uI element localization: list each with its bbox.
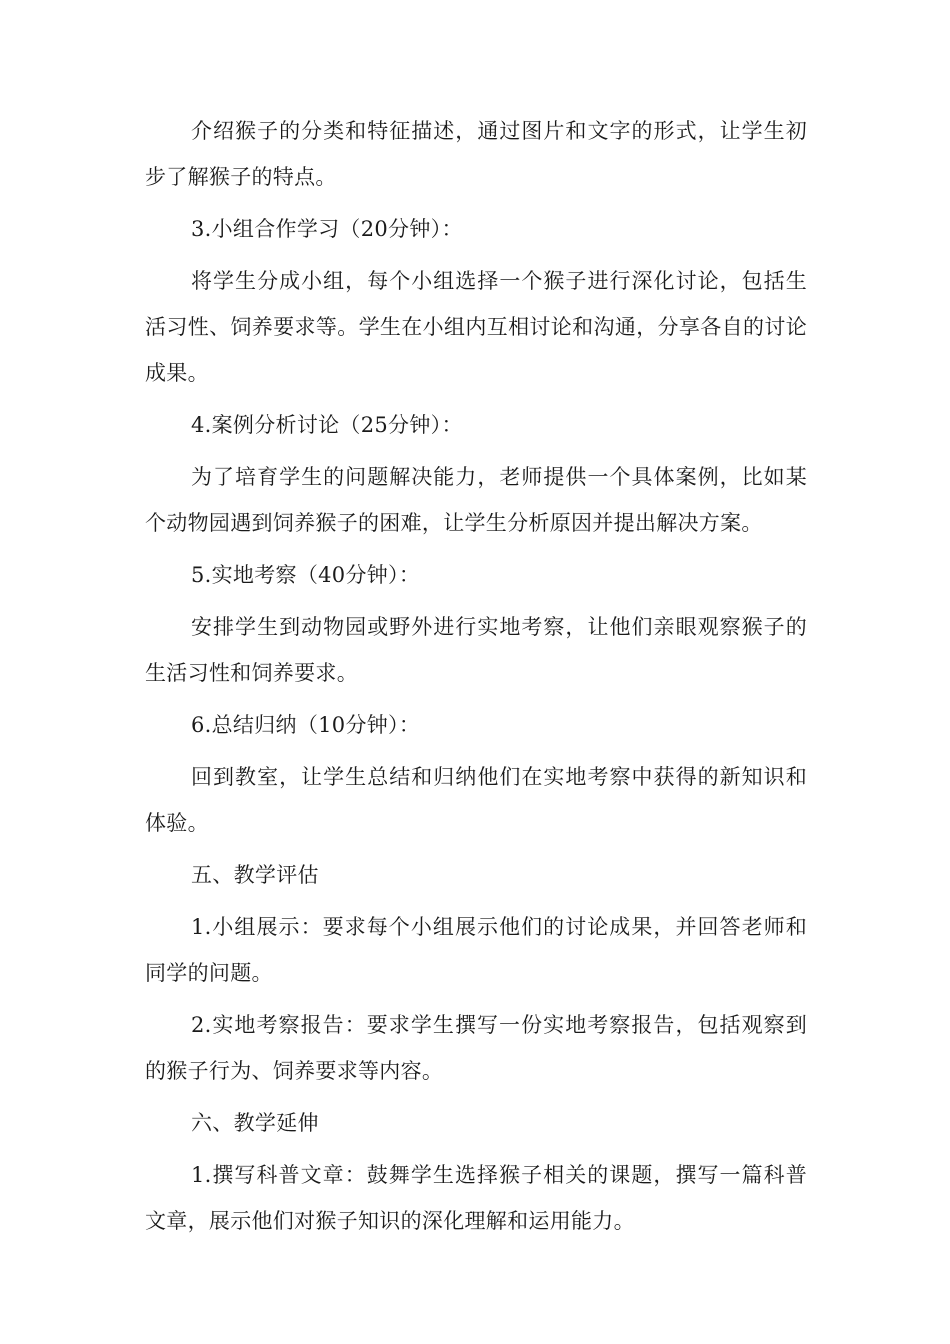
heading-summary: 6.总结归纳（10分钟）： (191, 713, 421, 737)
paragraph-intro: 介绍猴子的分类和特征描述，通过图片和文字的形式，让学生初步了解猴子的特点。 (145, 119, 807, 189)
paragraph-group-study: 将学生分成小组，每个小组选择一个猴子进行深化讨论，包括生活习性、饲养要求等。学生在小组内互相讨论和沟通，分享各自的讨论成果。 (145, 269, 807, 385)
document-body (145, 108, 807, 1244)
paragraph-case-analysis: 为了培育学生的问题解决能力，老师提供一个具体案例，比如某个动物园遇到饲养猴子的困难，让学生分析原因并提出解决方案。 (145, 465, 807, 535)
section-heading-evaluation: 五、教学评估 (191, 863, 319, 887)
paragraph-field-report: 2.实地考察报告：要求学生撰写一份实地考察报告，包括观察到的猴子行为、饲养要求等内容。 (145, 1013, 807, 1083)
paragraph-field-trip: 安排学生到动物园或野外进行实地考察，让他们亲眼观察猴子的生活习性和饲养要求。 (145, 615, 807, 685)
heading-case-analysis: 4.案例分析讨论（25分钟）： (191, 413, 463, 437)
heading-group-study: 3.小组合作学习（20分钟）： (191, 217, 463, 241)
heading-field-trip: 5.实地考察（40分钟）： (191, 563, 421, 587)
paragraph-group-presentation: 1.小组展示：要求每个小组展示他们的讨论成果，并回答老师和同学的问题。 (145, 915, 807, 985)
section-heading-extension: 六、教学延伸 (191, 1111, 319, 1135)
paragraph-science-article: 1.撰写科普文章：鼓舞学生选择猴子相关的课题，撰写一篇科普文章，展示他们对猴子知识的深化理解和运用能力。 (145, 1163, 807, 1233)
paragraph-summary: 回到教室，让学生总结和归纳他们在实地考察中获得的新知识和体验。 (145, 765, 807, 835)
